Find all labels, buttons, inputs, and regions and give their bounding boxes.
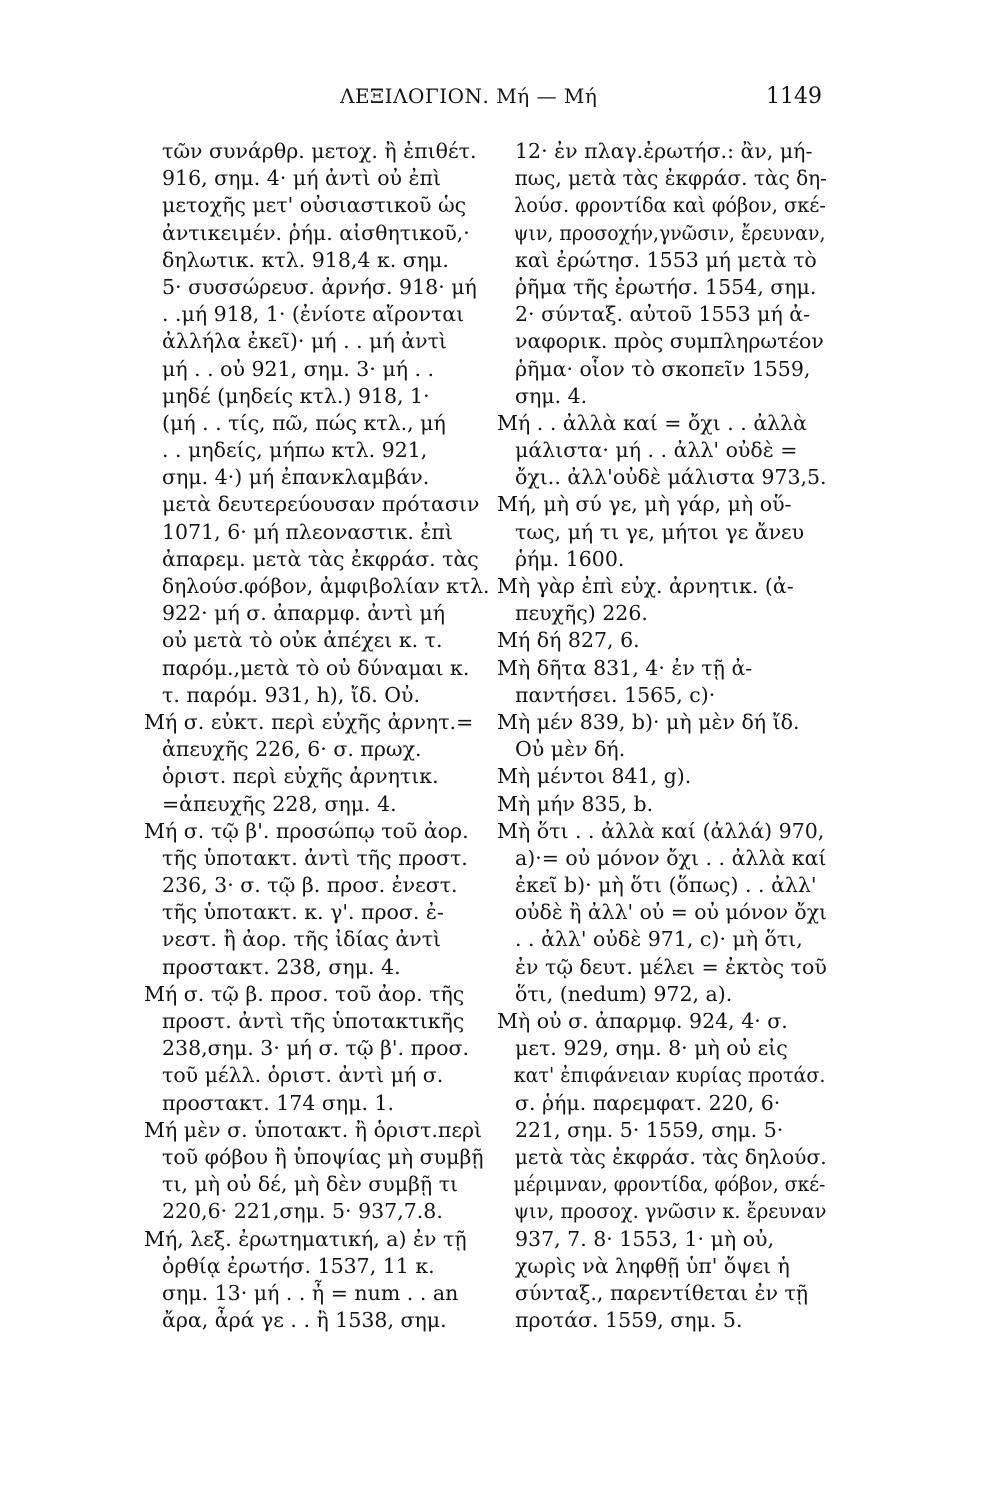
right-column: [497, 138, 827, 1334]
text-line: τως, μή τι γε, μήτοι γε ἄνευ: [515, 519, 805, 544]
text-line: παρόμ.,μετὰ τὸ οὐ δύναμαι κ.: [162, 655, 470, 680]
text-line: ῥήμ. 1600.: [515, 546, 625, 571]
text-line: σημ. 13· μή . . ἦ = num . . an: [162, 1280, 459, 1305]
text-line: σημ. 4·) μή ἐπανκλαμβάν.: [162, 465, 430, 490]
text-line: τῆς ὑποτακτ. κ. γ'. προσ. ἐ-: [162, 900, 444, 925]
text-line: 5· συσσώρευσ. ἀρνήσ. 918· μή: [162, 274, 477, 299]
text-line: ναφορικ. πρὸς συμπληρωτέον: [515, 329, 824, 354]
text-line: μή . . οὐ 921, σημ. 3· μή . .: [162, 356, 435, 381]
text-line: δηλωτικ. κτλ. 918,4 κ. σημ.: [162, 247, 449, 272]
text-line: τ. παρόμ. 931, h), ἴδ. Οὐ.: [162, 682, 421, 707]
text-line: λούσ. φροντίδα καὶ φόβον, σκέ-: [514, 193, 826, 218]
text-line: πευχῆς) 226.: [515, 601, 648, 626]
text-line: προτάσ. 1559, σημ. 5.: [515, 1308, 743, 1333]
text-line: μάλιστα· μή . . ἀλλ' οὐδὲ =: [515, 438, 798, 463]
text-line: ῥῆμα τῆς ἐρωτήσ. 1554, σημ.: [515, 274, 817, 299]
text-line: οὐδὲ ἢ ἀλλ' οὐ = οὐ μόνον ὄχι: [514, 900, 828, 925]
text-line: προστ. ἀντὶ τῆς ὑποτακτικῆς: [162, 1009, 465, 1033]
text-line: νεστ. ἢ ἀορ. τῆς ἰδίας ἀντὶ: [162, 927, 442, 952]
text-line: 922· μή σ. ἀπαρμφ. ἀντὶ μή: [162, 601, 446, 626]
text-line: Μὴ οὐ σ. ἀπαρμφ. 924, 4· σ.: [497, 1009, 788, 1033]
text-line: a)·= οὐ μόνον ὄχι . . ἀλλὰ καί: [515, 845, 827, 870]
text-line: χωρὶς νὰ ληφθῇ ὑπ' ὄψει ἡ: [515, 1253, 790, 1278]
text-line: =ἀπευχῆς 228, σημ. 4.: [162, 791, 397, 816]
left-column: [144, 138, 490, 1334]
text-line: Μὴ ὅτι . . ἀλλὰ καί (ἀλλά) 970,: [497, 818, 825, 843]
text-line: 221, σημ. 5· 1559, σημ. 5·: [515, 1117, 784, 1142]
text-line: μετ. 929, σημ. 8· μὴ οὐ εἰς: [515, 1036, 788, 1061]
text-line: τοῦ φόβου ἢ ὑποψίας μὴ συμβῇ: [162, 1144, 484, 1169]
text-line: ψιν, προσοχήν,γνῶσιν, ἔρευναν,: [513, 220, 826, 245]
text-line: μετὰ δευτερεύουσαν πρότασιν: [162, 492, 480, 517]
text-line: ψιν, προσοχ. γνῶσιν κ. ἔρευναν: [513, 1199, 827, 1224]
text-line: Μή, μὴ σύ γε, μὴ γάρ, μὴ οὕ-: [497, 492, 792, 517]
text-line: ἐν τῷ δευτ. μέλει = ἐκτὸς τοῦ: [515, 954, 827, 979]
page-number: 1149: [766, 84, 822, 109]
text-line: ἀπαρεμ. μετὰ τὰς ἐκφράσ. τὰς: [162, 546, 479, 571]
text-line: ἐκεῖ b)· μὴ ὅτι (ὅπως) . . ἀλλ': [515, 873, 817, 898]
text-line: Μὴ μήν 835, b.: [497, 791, 654, 816]
text-line: ἀντικειμέν. ῥήμ. αἰσθητικοῦ,·: [162, 220, 470, 245]
text-line: δηλούσ.φόβον, ἀμφιβολίαν κτλ.: [161, 574, 490, 598]
text-line: μετοχῆς μετ' οὐσιαστικοῦ ὡς: [162, 193, 467, 218]
text-line: Μὴ μέντοι 841, g).: [497, 764, 692, 789]
text-line: 220,6· 221,σημ. 5· 937,7.8.: [162, 1199, 443, 1224]
text-line: 236, 3· σ. τῷ β. προσ. ἐνεστ.: [162, 873, 458, 898]
text-line: Μὴ μέν 839, b)· μὴ μὲν δή ἴδ.: [497, 709, 800, 734]
text-line: ὁριστ. περὶ εὐχῆς ἀρνητικ.: [162, 764, 439, 789]
text-line: ὄχι.. ἀλλ'οὐδὲ μάλιστα 973,5.: [515, 465, 827, 490]
text-line: πως, μετὰ τὰς ἐκφράσ. τὰς δη-: [514, 166, 827, 191]
text-line: Οὐ μὲν δή.: [515, 737, 626, 762]
page-header: [0, 84, 1002, 124]
text-line: σ. ῥήμ. παρεμφατ. 220, 6·: [515, 1090, 781, 1115]
text-line: . . μηδείς, μήπω κτλ. 921,: [162, 438, 428, 463]
text-line: παντήσει. 1565, c)·: [515, 682, 716, 707]
text-line: 2· σύνταξ. αὐτοῦ 1553 μή ἀ-: [515, 302, 811, 327]
text-line: τοῦ μέλλ. ὁριστ. ἀντὶ μή σ.: [162, 1063, 444, 1088]
text-line: σύνταξ., παρεντίθεται ἐν τῇ: [515, 1280, 809, 1305]
text-line: σημ. 4.: [515, 383, 588, 408]
text-line: μετὰ τὰς ἐκφράσ. τὰς δηλούσ.: [514, 1144, 827, 1169]
text-line: κατ' ἐπιφάνειαν κυρίας προτάσ.: [513, 1063, 826, 1088]
text-line: Μὴ δῆτα 831, 4· ἐν τῇ ἀ-: [497, 655, 753, 680]
text-line: Μή σ. τῷ β'. προσώπῳ τοῦ ἀορ.: [144, 818, 469, 843]
text-line: Μὴ γὰρ ἐπὶ εὐχ. ἀρνητικ. (ἀ-: [497, 574, 794, 598]
text-line: Μή, λεξ. ἐρωτηματική, a) ἐν τῇ: [144, 1226, 467, 1251]
text-line: ἀλλήλα ἐκεῖ)· μή . . μή ἀντὶ: [162, 329, 447, 354]
text-line: οὐ μετὰ τὸ οὐκ ἀπέχει κ. τ.: [162, 628, 443, 653]
text-line: ῥῆμα· οἷον τὸ σκοπεῖν 1559,: [515, 356, 811, 381]
text-line: Μή σ. εὐκτ. περὶ εὐχῆς ἀρνητ.=: [144, 709, 474, 734]
text-line: . . ἀλλ' οὐδὲ 971, c)· μὴ ὅτι,: [515, 927, 803, 952]
text-line: ἀπευχῆς 226, 6· σ. πρωχ.: [162, 737, 422, 762]
text-line: καὶ ἐρώτησ. 1553 μή μετὰ τὸ: [515, 247, 817, 272]
text-line: (μή . . τίς, πῶ, πώς κτλ., μή: [162, 410, 446, 435]
text-line: προστακτ. 238, σημ. 4.: [162, 954, 401, 979]
text-line: τι, μὴ οὐ δέ, μὴ δὲν συμβῇ τι: [162, 1172, 459, 1197]
text-line: τῆς ὑποτακτ. ἀντὶ τῆς προστ.: [162, 845, 468, 870]
text-line: 238,σημ. 3· μή σ. τῷ β'. προσ.: [162, 1036, 469, 1061]
text-line: 12· ἐν πλαγ.ἐρωτήσ.: ἂν, μή-: [515, 139, 813, 163]
text-line: 916, σημ. 4· μή ἀντὶ οὐ ἐπὶ: [162, 166, 442, 191]
text-line: 1071, 6· μή πλεοναστικ. ἐπὶ: [162, 519, 453, 544]
running-head: ΛΕΞΙΛΟΓΙΟΝ. Μή — Μή: [340, 84, 598, 108]
text-line: τῶν συνάρθρ. μετοχ. ἢ ἐπιθέτ.: [162, 139, 477, 163]
text-line: ἄρα, ἆρά γε . . ἢ 1538, σημ.: [162, 1308, 447, 1333]
text-line: μηδέ (μηδείς κτλ.) 918, 1·: [162, 383, 430, 408]
text-line: ὅτι, (nedum) 972, a).: [515, 981, 733, 1006]
text-line: 937, 7. 8· 1553, 1· μὴ οὐ,: [515, 1226, 775, 1251]
text-line: Μή σ. τῷ β. προσ. τοῦ ἀορ. τῆς: [144, 981, 465, 1006]
text-line: Μή μὲν σ. ὑποτακτ. ἢ ὁριστ.περὶ: [144, 1117, 483, 1142]
text-line: Μή . . ἀλλὰ καί = ὄχι . . ἀλλὰ: [497, 410, 808, 435]
text-line: μέριμναν, φροντίδα, φόβον, σκέ-: [513, 1172, 826, 1197]
text-line: ὀρθίᾳ ἐρωτήσ. 1537, 11 κ.: [162, 1253, 435, 1278]
text-line: προστακτ. 174 σημ. 1.: [162, 1090, 395, 1115]
text-line: Μή δή 827, 6.: [497, 628, 640, 653]
text-line: . .μή 918, 1· (ἐνίοτε αἴρονται: [162, 302, 465, 327]
